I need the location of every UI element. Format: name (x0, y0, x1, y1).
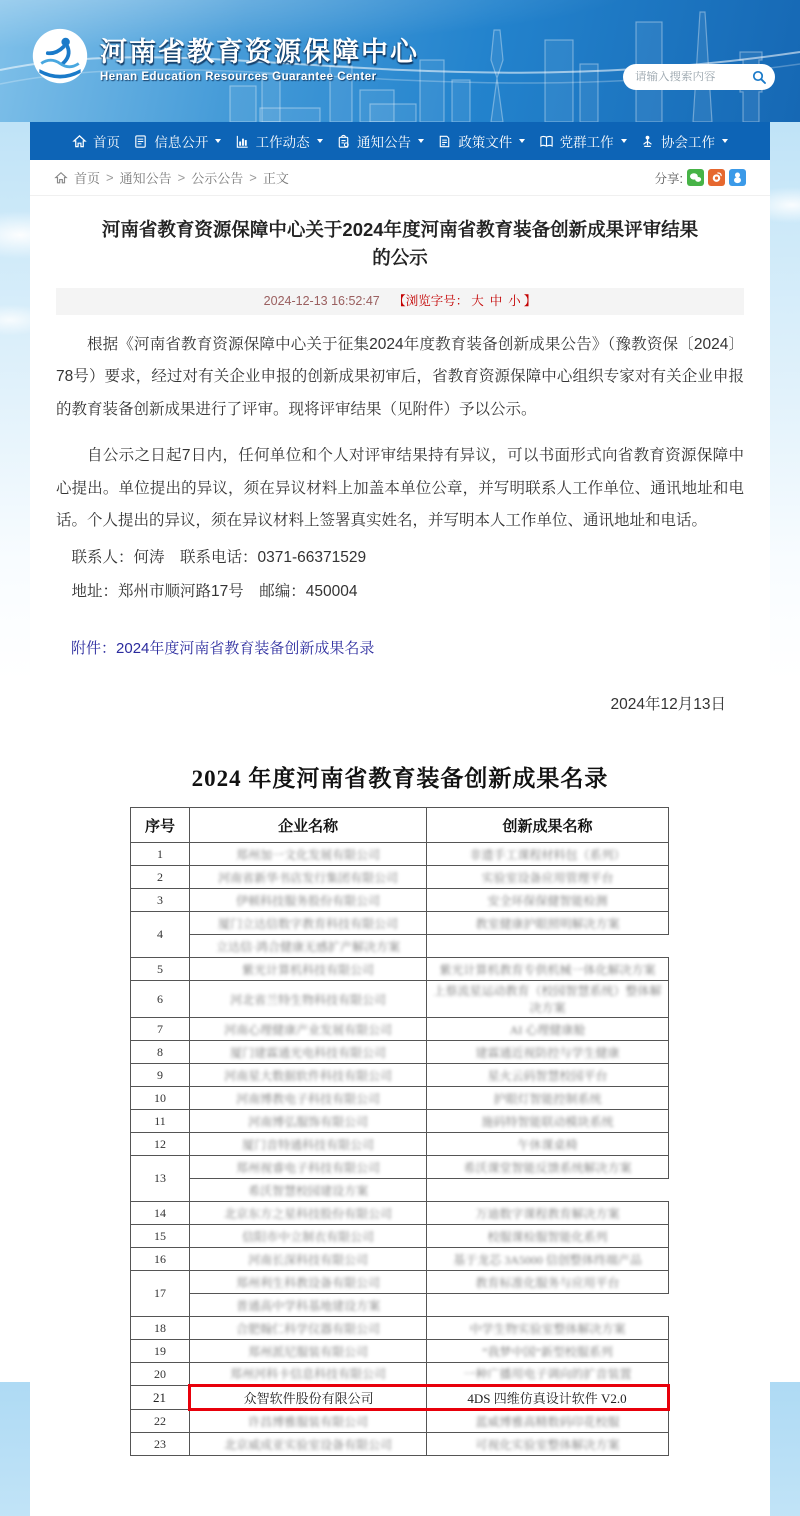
results-table (130, 807, 670, 1456)
breadcrumb-item: 正文 (262, 171, 289, 186)
col-header-result: 创新成果名称 (427, 808, 669, 843)
nav-item-label: 通知公告 (356, 135, 411, 150)
nav-item-party[interactable] (539, 131, 627, 151)
row-number-cell: 3 (131, 889, 190, 912)
table-row (131, 1179, 669, 1202)
share-label: 分享: (654, 171, 683, 186)
company-cell: 河南省新华书店发行集团有限公司 (190, 866, 427, 889)
sign-date: 2024年12月13日 (610, 696, 726, 714)
result-cell: 星火云码智慧校园平台 (427, 1064, 669, 1087)
result-cell: 中学生物实验室整体解决方案 (427, 1317, 669, 1340)
result-cell: “我梦中国”新型校服系列 (427, 1340, 669, 1363)
table-row (131, 889, 669, 912)
article-meta (56, 288, 744, 315)
row-number-cell: 19 (131, 1340, 190, 1363)
attachment-link[interactable]: 2024年度河南省教育装备创新成果名录 (116, 640, 375, 658)
chevron-down-icon (317, 139, 323, 143)
company-cell: 郑州视睿电子科技有限公司 (190, 1156, 427, 1179)
breadcrumb (30, 160, 770, 196)
table-row (131, 1133, 669, 1156)
company-cell: 许昌博雅服装有限公司 (190, 1410, 427, 1433)
table-row (131, 1064, 669, 1087)
company-cell: 河南博弘服饰有限公司 (190, 1110, 427, 1133)
row-number-cell: 14 (131, 1202, 190, 1225)
table-row (131, 958, 669, 981)
result-cell: 紫光计算机教育专供机械一体化解决方案 (427, 958, 669, 981)
nav-item-policy[interactable] (437, 131, 525, 151)
chevron-down-icon (215, 139, 221, 143)
nav-item-label: 党群工作 (559, 135, 614, 150)
company-cell: 厦门立达信数字教育科技有限公司 (190, 912, 427, 935)
breadcrumb-item[interactable]: 首页 (74, 171, 101, 186)
result-cell: 基于龙芯 3A5000 信创整体终端产品 (427, 1248, 669, 1271)
table-row (131, 1110, 669, 1133)
nav-item-home[interactable] (72, 131, 120, 151)
table-row (131, 981, 669, 1018)
col-header-no: 序号 (131, 808, 190, 843)
font-size-large[interactable]: 大 (471, 293, 484, 308)
company-cell: 北京东方之星科技股份有限公司 (190, 1202, 427, 1225)
chevron-down-icon (722, 139, 728, 143)
nav-item-label: 首页 (93, 135, 120, 150)
row-number-cell: 2 (131, 866, 190, 889)
nav-item-notice[interactable] (336, 131, 424, 151)
table-row (131, 1410, 669, 1433)
table-row (131, 1433, 669, 1456)
row-number-cell: 4 (131, 912, 190, 958)
table-row (131, 1202, 669, 1225)
news-icon (235, 134, 250, 149)
result-cell: 教室健康护眼照明解决方案 (427, 912, 669, 935)
browse-label: 【浏览字号： (393, 293, 469, 308)
chevron-down-icon (621, 139, 627, 143)
result-cell: 非遗手工课程材料包（系列） (427, 843, 669, 866)
table-row (131, 1340, 669, 1363)
row-number-cell: 22 (131, 1410, 190, 1433)
result-cell: 可视化实验室整体解决方案 (427, 1433, 669, 1456)
attachment-label: 附件： (71, 640, 117, 658)
page-title: 河南省教育资源保障中心关于2024年度河南省教育装备创新成果评审结果的公示 (101, 219, 699, 268)
result-cell: 立达信·鸿合健康无感扩产解决方案 (190, 935, 427, 958)
company-cell: 河南心理健康产业发展有限公司 (190, 1018, 427, 1041)
site-logo[interactable] (30, 26, 419, 86)
table-row (131, 843, 669, 866)
result-cell: 施码特智能联动模块系统 (427, 1110, 669, 1133)
font-size-medium[interactable]: 中 (489, 293, 503, 308)
col-header-company: 企业名称 (190, 808, 427, 843)
result-cell: AI 心理健康舱 (427, 1018, 669, 1041)
company-cell: 河南博教电子科技有限公司 (190, 1087, 427, 1110)
result-cell: 安全环保保健智能检测 (427, 889, 669, 912)
row-number-cell: 23 (131, 1433, 190, 1456)
row-number-cell: 18 (131, 1317, 190, 1340)
table-row (131, 1363, 669, 1386)
article (30, 196, 770, 1516)
nav-item-label: 工作动态 (255, 135, 310, 150)
company-cell: 众智软件股份有限公司 (190, 1386, 427, 1410)
result-cell: 4DS 四维仿真设计软件 V2.0 (427, 1386, 669, 1410)
address-line: 地址：郑州市顺河路17号 邮编：450004 (71, 583, 358, 601)
result-cell: 一种广播用电子调向的扩音装置 (427, 1363, 669, 1386)
company-cell: 郑州河科卡信息科技有限公司 (190, 1363, 427, 1386)
row-number-cell: 20 (131, 1363, 190, 1386)
table-row (131, 1248, 669, 1271)
site-title: 河南省教育资源保障中心 (100, 36, 419, 67)
result-cell: 实验室设备应用管理平台 (427, 866, 669, 889)
result-cell: 护眼灯智能控制系统 (427, 1087, 669, 1110)
paragraph-1: 根据《河南省教育资源保障中心关于征集2024年度教育装备创新成果公告》（豫教资保〔2024〕78号）要求，经过对有关企业申报的创新成果初审后，省教育资源保障中心组织专家对有关企业申报的教育装备创新成果进行了评审。现将评审结果（见附件）予以公示。 (56, 335, 744, 418)
result-cell: 上蔡流星运动教育（校园智慧系统）整体解决方案 (427, 981, 669, 1018)
row-number-cell: 11 (131, 1110, 190, 1133)
nav-item-label: 协会工作 (660, 135, 715, 150)
result-cell: 校服课检服智能化系列 (427, 1225, 669, 1248)
row-number-cell: 15 (131, 1225, 190, 1248)
breadcrumb-separator: > (249, 170, 257, 185)
result-cell: 希沃智慧校园建设方案 (190, 1179, 427, 1202)
result-cell: 午休课桌椅 (427, 1133, 669, 1156)
company-cell: 河南星大数据软件科技有限公司 (190, 1064, 427, 1087)
result-cell: 万迪数字课程教育解决方案 (427, 1202, 669, 1225)
notice-icon (336, 134, 351, 149)
font-size-small[interactable]: 小 (508, 293, 521, 308)
row-number-cell: 13 (131, 1156, 190, 1202)
nav-item-label: 政策文件 (458, 135, 513, 150)
company-cell: 信阳市中立制衣有限公司 (190, 1225, 427, 1248)
row-number-cell: 12 (131, 1133, 190, 1156)
breadcrumb-item[interactable]: 通知公告 (119, 171, 172, 186)
table-row (131, 1225, 669, 1248)
table-row (131, 1041, 669, 1064)
company-cell: 郑州派尼服装有限公司 (190, 1340, 427, 1363)
chevron-down-icon (418, 139, 424, 143)
company-cell: 厦门音特通科技有限公司 (190, 1133, 427, 1156)
main-nav (30, 122, 770, 160)
table-row (131, 1294, 669, 1317)
row-number-cell: 16 (131, 1248, 190, 1271)
table-row (131, 935, 669, 958)
attachment-line (56, 637, 744, 658)
home-icon (54, 171, 68, 185)
assoc-icon (640, 134, 655, 149)
table-row (131, 1156, 669, 1179)
breadcrumb-separator: > (177, 170, 186, 185)
share-weibo-icon[interactable] (708, 169, 725, 186)
nav-item-assoc[interactable] (640, 131, 728, 151)
row-number-cell: 17 (131, 1271, 190, 1317)
table-row (131, 1018, 669, 1041)
company-cell: 郑州加一文化发展有限公司 (190, 843, 427, 866)
company-cell: 北京威成亚实验室设备有限公司 (190, 1433, 427, 1456)
paragraph-2: 自公示之日起7日内，任何单位和个人对评审结果持有异议，可以书面形式向省教育资源保障中心提出。单位提出的异议，须在异议材料上加盖本单位公章，并写明联系人工作单位、通讯地址和电话。个人提出的异议，须在异议材料上签署真实姓名，并写明本人工作单位、通讯地址和电话。 (56, 447, 744, 530)
breadcrumb-separator: > (106, 170, 114, 185)
row-number-cell: 1 (131, 843, 190, 866)
contact-line: 联系人：何涛 联系电话：0371-66371529 (71, 548, 367, 566)
home-icon (72, 134, 87, 149)
table-row (131, 1271, 669, 1294)
result-cell: 建霖通近视防控与学生健康 (427, 1041, 669, 1064)
company-cell: 厦门建霖通光电科技有限公司 (190, 1041, 427, 1064)
nav-item-news[interactable] (235, 131, 323, 151)
table-row (131, 1087, 669, 1110)
share-wechat-icon[interactable] (687, 169, 704, 186)
browse-label-close: 】 (523, 293, 537, 308)
nav-item-label: 信息公开 (154, 135, 209, 150)
row-number-cell: 5 (131, 958, 190, 981)
table-row (131, 1386, 669, 1410)
result-cell: 希沃课堂智能反馈系统解决方案 (427, 1156, 669, 1179)
policy-icon (437, 134, 452, 149)
table-header-row (131, 808, 669, 843)
table-row (131, 866, 669, 889)
company-cell: 河北省兰特生物科技有限公司 (190, 981, 427, 1018)
site-subtitle: Henan Education Resources Guarantee Center (100, 70, 377, 83)
party-icon (539, 134, 554, 149)
row-number-cell: 6 (131, 981, 190, 1018)
font-size-controls (393, 294, 536, 308)
company-cell: 河南长深科技有限公司 (190, 1248, 427, 1271)
result-cell: 蓝威博雅高精数码印花校服 (427, 1410, 669, 1433)
logo-icon (30, 26, 90, 86)
info-icon (133, 134, 148, 149)
company-cell: 郑州利生科教设备有限公司 (190, 1271, 427, 1294)
company-cell: 紫光计算机科技有限公司 (190, 958, 427, 981)
row-number-cell: 21 (131, 1386, 190, 1410)
search-icon[interactable] (751, 69, 767, 85)
breadcrumb-trail (74, 168, 289, 187)
results-table-body (131, 843, 669, 1456)
chevron-down-icon (519, 139, 525, 143)
share-bar (655, 169, 746, 187)
share-qq-icon[interactable] (729, 169, 746, 186)
search-box (623, 64, 775, 90)
row-number-cell: 10 (131, 1087, 190, 1110)
nav-item-info[interactable] (133, 131, 221, 151)
table-title: 2024 年度河南省教育装备创新成果名录 (191, 766, 609, 792)
company-cell: 伊顿科技服务股份有限公司 (190, 889, 427, 912)
table-row (131, 1317, 669, 1340)
company-cell: 合肥翰仁科学仪器有限公司 (190, 1317, 427, 1340)
site-header (0, 0, 800, 122)
row-number-cell: 7 (131, 1018, 190, 1041)
row-number-cell: 8 (131, 1041, 190, 1064)
breadcrumb-item[interactable]: 公示公告 (191, 171, 244, 186)
table-row (131, 912, 669, 935)
row-number-cell: 9 (131, 1064, 190, 1087)
publish-time: 2024-12-13 16:52:47 (263, 293, 380, 308)
result-cell: 教育标准化服务与应用平台 (427, 1271, 669, 1294)
search-input[interactable] (635, 71, 751, 83)
result-cell: 普通高中学科基地建设方案 (190, 1294, 427, 1317)
